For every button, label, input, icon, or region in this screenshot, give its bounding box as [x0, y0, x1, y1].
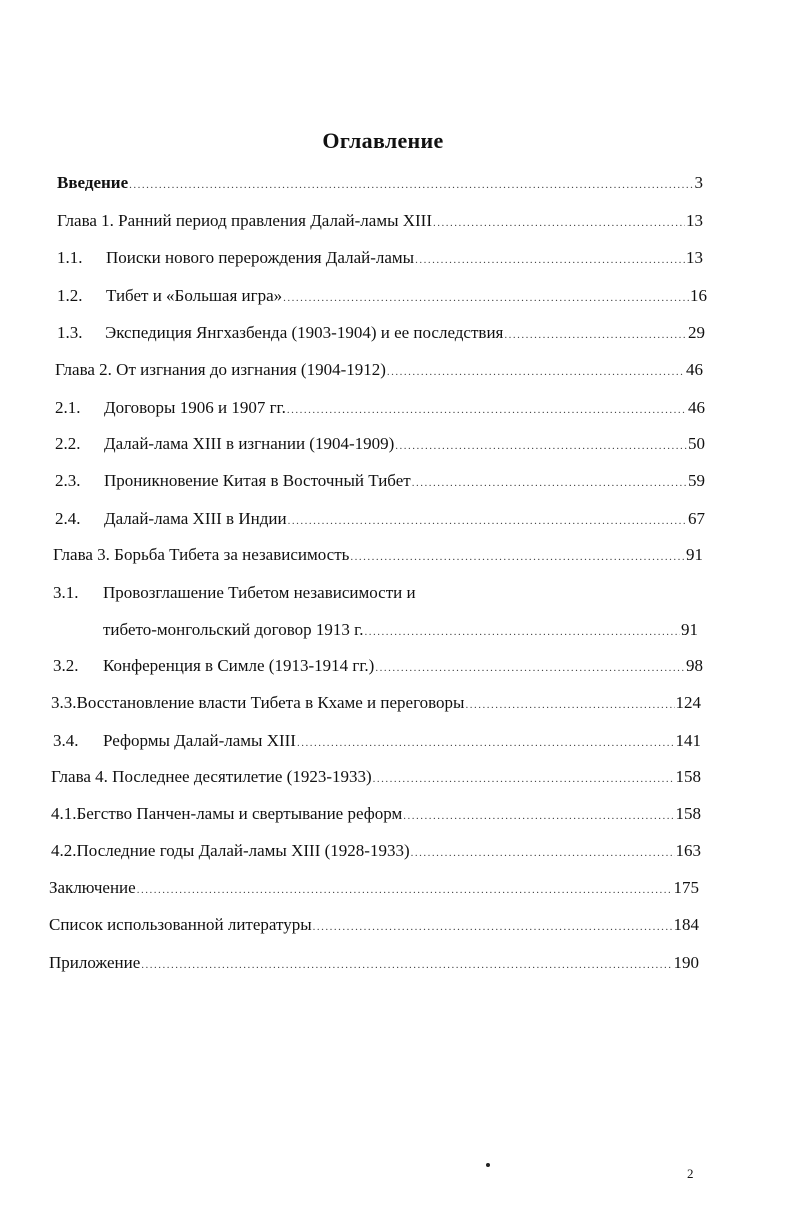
- toc-entry-page: 184: [673, 915, 699, 934]
- toc-entry-number: 2.4.: [55, 509, 81, 528]
- toc-entry-text: Конференция в Симле (1913-1914 гг.): [103, 656, 375, 675]
- toc-entry-page: 13: [686, 248, 703, 267]
- leader-dots: [287, 398, 687, 422]
- toc-entry-number: 3.2.: [53, 656, 79, 675]
- toc-entry-conclusion: [49, 876, 699, 900]
- toc-entry-number: 2.1.: [55, 398, 81, 417]
- toc-entry-text: Глава 3. Борьба Тибета за независимость: [53, 545, 350, 564]
- toc-entry-chapter-1: [57, 209, 703, 233]
- toc-entry-page: 158: [675, 804, 701, 823]
- leader-dots: [433, 211, 685, 235]
- toc-entry-number: 2.3.: [55, 471, 81, 490]
- toc-entry-text: Проникновение Китая в Восточный Тибет: [104, 471, 411, 490]
- toc-entry-chapter-4: [51, 765, 701, 789]
- toc-entry-text: Список использованной литературы: [49, 915, 312, 934]
- toc-entry-text: Тибет и «Большая игра»: [106, 286, 283, 305]
- toc-entry-number: 1.2.: [57, 286, 83, 305]
- leader-dots: [137, 878, 673, 902]
- toc-entry-page: 158: [675, 767, 701, 786]
- leader-dots: [350, 545, 685, 569]
- toc-entry-section-2-4: [55, 507, 705, 531]
- leader-dots: [411, 841, 675, 865]
- toc-entry-text: 3.3.Восстановление власти Тибета в Кхаме и переговоры: [51, 693, 465, 712]
- toc-entry-section-1-3: [57, 321, 705, 345]
- toc-entry-section-1-2: [57, 284, 707, 308]
- toc-entry-text: Заключение: [49, 878, 136, 897]
- toc-entry-page: 46: [686, 360, 703, 379]
- toc-entry-text: Договоры 1906 и 1907 гг.: [104, 398, 286, 417]
- toc-entry-page: 141: [675, 731, 701, 750]
- leader-dots: [395, 434, 687, 458]
- leader-dots: [415, 248, 685, 272]
- toc-entry-page: 163: [675, 841, 701, 860]
- toc-entry-page: 91: [681, 620, 698, 639]
- toc-entry-section-3-1-line-1: Провозглашение Тибетом независимости и: [103, 583, 416, 602]
- toc-entry-page: 175: [673, 878, 699, 897]
- toc-entry-text: Экспедиция Янгхазбенда (1903-1904) и ее последствия: [105, 323, 504, 342]
- leader-dots: [313, 915, 673, 939]
- toc-entry-appendix: [49, 951, 699, 975]
- toc-entry-text: тибето-монгольский договор 1913 г.: [103, 620, 364, 639]
- toc-entry-text: Далай-лама XIII в изгнании (1904-1909): [104, 434, 395, 453]
- leader-dots: [297, 731, 675, 755]
- toc-entry-page: 29: [688, 323, 705, 342]
- toc-entry-text: Глава 4. Последнее десятилетие (1923-1933): [51, 767, 372, 786]
- toc-entry-section-3-1-number: 3.1.: [53, 583, 79, 602]
- toc-entry-section-3-3: [51, 691, 701, 715]
- toc-entry-text: Введение: [57, 173, 129, 192]
- toc-entry-section-1-1: [57, 246, 703, 270]
- toc-entry-text: 4.2.Последние годы Далай-ламы XIII (1928-1933): [51, 841, 410, 860]
- toc-entry-number: 2.2.: [55, 434, 81, 453]
- page-title: Оглавление: [322, 128, 444, 153]
- leader-dots: [387, 360, 685, 384]
- toc-entry-section-2-3: [55, 469, 705, 493]
- toc-entry-literature: [49, 913, 699, 937]
- toc-entry-chapter-2: [55, 358, 703, 382]
- toc-entry-section-4-2: [51, 839, 701, 863]
- toc-entry-text: Далай-лама XIII в Индии: [104, 509, 287, 528]
- toc-entry-text: 4.1.Бегство Панчен-ламы и свертывание реформ: [51, 804, 403, 823]
- leader-dots: [465, 693, 674, 717]
- toc-entry-page: 13: [686, 211, 703, 230]
- leader-dots: [129, 173, 693, 197]
- page-number: 2: [687, 1166, 694, 1181]
- leader-dots: [373, 767, 675, 791]
- toc-entry-page: 3: [694, 173, 703, 192]
- leader-dots: [375, 656, 685, 680]
- toc-entry-section-3-4: [53, 729, 701, 753]
- toc-entry-section-2-2: [55, 432, 705, 456]
- toc-entry-section-4-1: [51, 802, 701, 826]
- toc-entry-page: 50: [688, 434, 705, 453]
- leader-dots: [403, 804, 674, 828]
- toc-entry-page: 67: [688, 509, 705, 528]
- toc-entry-page: 190: [673, 953, 699, 972]
- toc-entry-text: Реформы Далай-ламы XIII: [103, 731, 296, 750]
- leader-dots: [364, 620, 680, 644]
- scan-speck: [486, 1163, 490, 1167]
- leader-dots: [288, 509, 687, 533]
- toc-entry-text: Глава 1. Ранний период правления Далай-ламы XIII: [57, 211, 433, 230]
- toc-entry-page: 16: [690, 286, 707, 305]
- toc-entry-section-3-2: [53, 654, 703, 678]
- toc-entry-intro: [57, 171, 703, 195]
- leader-dots: [283, 286, 689, 310]
- toc-entry-text: Глава 2. От изгнания до изгнания (1904-1912): [55, 360, 386, 379]
- toc-entry-page: 124: [675, 693, 701, 712]
- leader-dots: [412, 471, 687, 495]
- leader-dots: [504, 323, 687, 347]
- leader-dots: [141, 953, 672, 977]
- toc-entry-section-3-1-line-2: [103, 618, 698, 642]
- toc-entry-page: 91: [686, 545, 703, 564]
- toc-entry-number: 1.1.: [57, 248, 83, 267]
- toc-entry-number: 1.3.: [57, 323, 83, 342]
- toc-entry-page: 98: [686, 656, 703, 675]
- toc-entry-chapter-3: [53, 543, 703, 567]
- toc-entry-text: Приложение: [49, 953, 141, 972]
- toc-entry-page: 46: [688, 398, 705, 417]
- toc-entry-section-2-1: [55, 396, 705, 420]
- toc-entry-text: Поиски нового перерождения Далай-ламы: [106, 248, 415, 267]
- toc-entry-number: 3.4.: [53, 731, 79, 750]
- toc-entry-page: 59: [688, 471, 705, 490]
